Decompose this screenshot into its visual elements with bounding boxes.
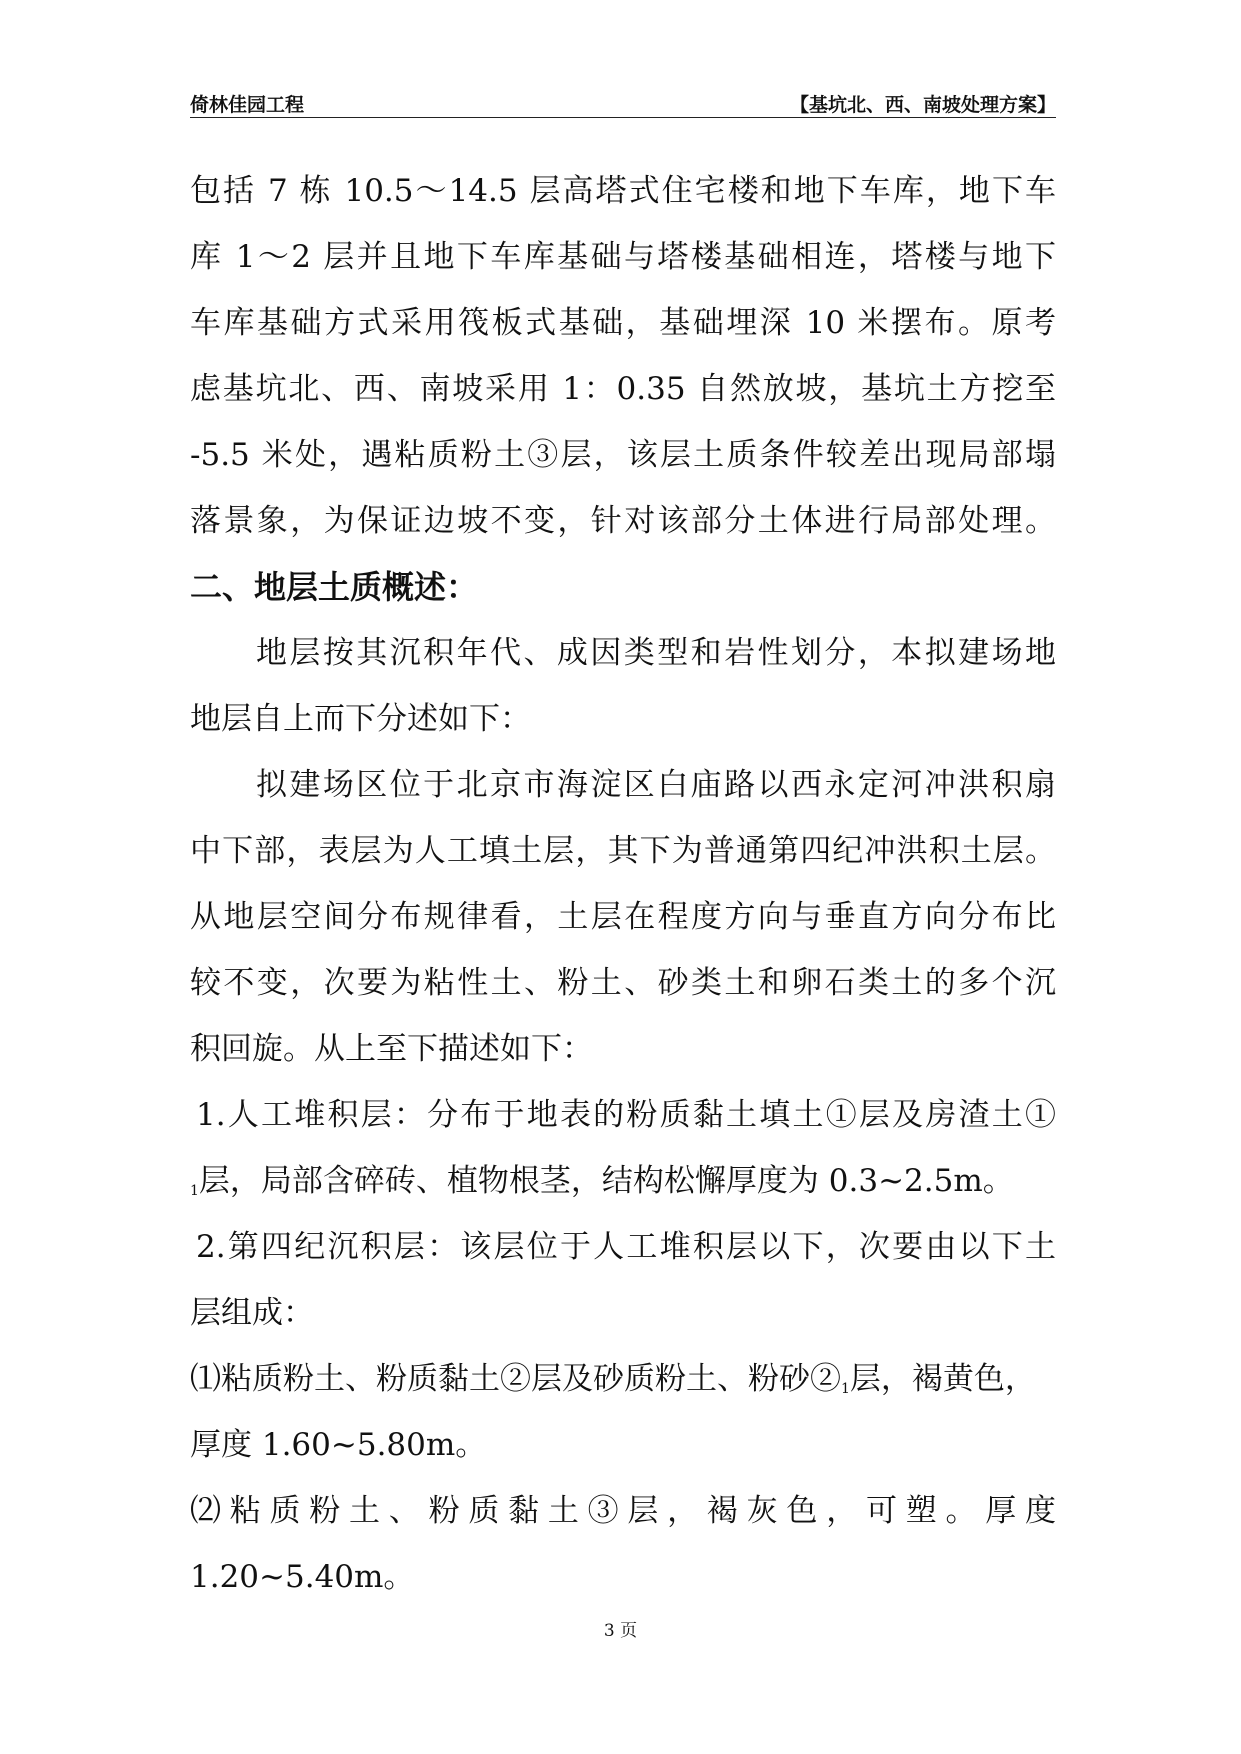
list-item-layer-3: ⑵粘质粉土、粉质黏土③层，褐灰色，可塑。厚度: [190, 1493, 1056, 1529]
header-document-title: 【基坑北、西、南坡处理方案】: [789, 94, 1056, 116]
header-project-name: 倚林佳园工程: [190, 94, 305, 116]
paragraph-line: 从地层空间分布规律看，土层在程度方向与垂直方向分布比: [190, 899, 1056, 935]
paragraph-line: 拟建场区位于北京市海淀区白庙路以西永定河冲洪积扇: [256, 767, 1056, 803]
paragraph-line: 地层按其沉积年代、成因类型和岩性划分，本拟建场地: [256, 635, 1056, 671]
paragraph-line: 车库基础方式采用筏板式基础，基础埋深 10 米摆布。原考: [190, 305, 1056, 341]
paragraph-line: 1.20~5.40m。: [190, 1559, 415, 1595]
page-header: [190, 86, 1056, 118]
document-body: [190, 158, 1056, 1610]
paragraph-line: 积回旋。从上至下描述如下：: [190, 1031, 593, 1067]
paragraph-line: 落景象，为保证边坡不变，针对该部分土体进行局部处理。: [190, 503, 1056, 539]
paragraph-line: 较不变，次要为粘性土、粉土、砂类土和卵石类土的多个沉: [190, 965, 1056, 1001]
paragraph-line: [190, 1148, 1056, 1214]
paragraph-line: 层组成：: [190, 1295, 314, 1331]
paragraph-line: -5.5 米处，遇粘质粉土③层，该层土质条件较差出现局部塌: [190, 437, 1056, 473]
subscript: 1: [190, 1183, 199, 1199]
list-item-artificial-fill: 1.人工堆积层：分布于地表的粉质黏土填土①层及房渣土①: [196, 1097, 1056, 1133]
paragraph-line: 虑基坑北、西、南坡采用 1：0.35 自然放坡，基坑土方挖至: [190, 371, 1056, 407]
paragraph-line: 厚度 1.60~5.80m。: [190, 1427, 487, 1463]
paragraph-line: 包括 7 栋 10.5～14.5 层高塔式住宅楼和地下车库，地下车: [190, 173, 1056, 209]
section-heading: 二、地层土质概述：: [190, 568, 479, 606]
paragraph-line: 库 1～2 层并且地下车库基础与塔楼基础相连，塔楼与地下: [190, 239, 1056, 275]
paragraph-line: 中下部，表层为人工填土层，其下为普通第四纪冲洪积土层。: [190, 833, 1056, 869]
list-item-quaternary: 2.第四纪沉积层：该层位于人工堆积层以下，次要由以下土: [196, 1229, 1056, 1265]
page-number: 3 页: [603, 1621, 638, 1641]
paragraph-text: 层，局部含碎砖、植物根茎，结构松懈厚度为 0.3~2.5m。: [198, 1163, 1014, 1199]
paragraph-text: ⑴粘质粉土、粉质黏土②层及砂质粉土、粉砂②: [190, 1361, 841, 1397]
paragraph-line: 地层自上而下分述如下：: [190, 701, 531, 737]
paragraph-text: 层，褐黄色，: [849, 1361, 1036, 1397]
subscript: 1: [841, 1381, 850, 1397]
list-item-layer-2: [190, 1346, 1056, 1412]
header-divider: [190, 117, 1056, 118]
